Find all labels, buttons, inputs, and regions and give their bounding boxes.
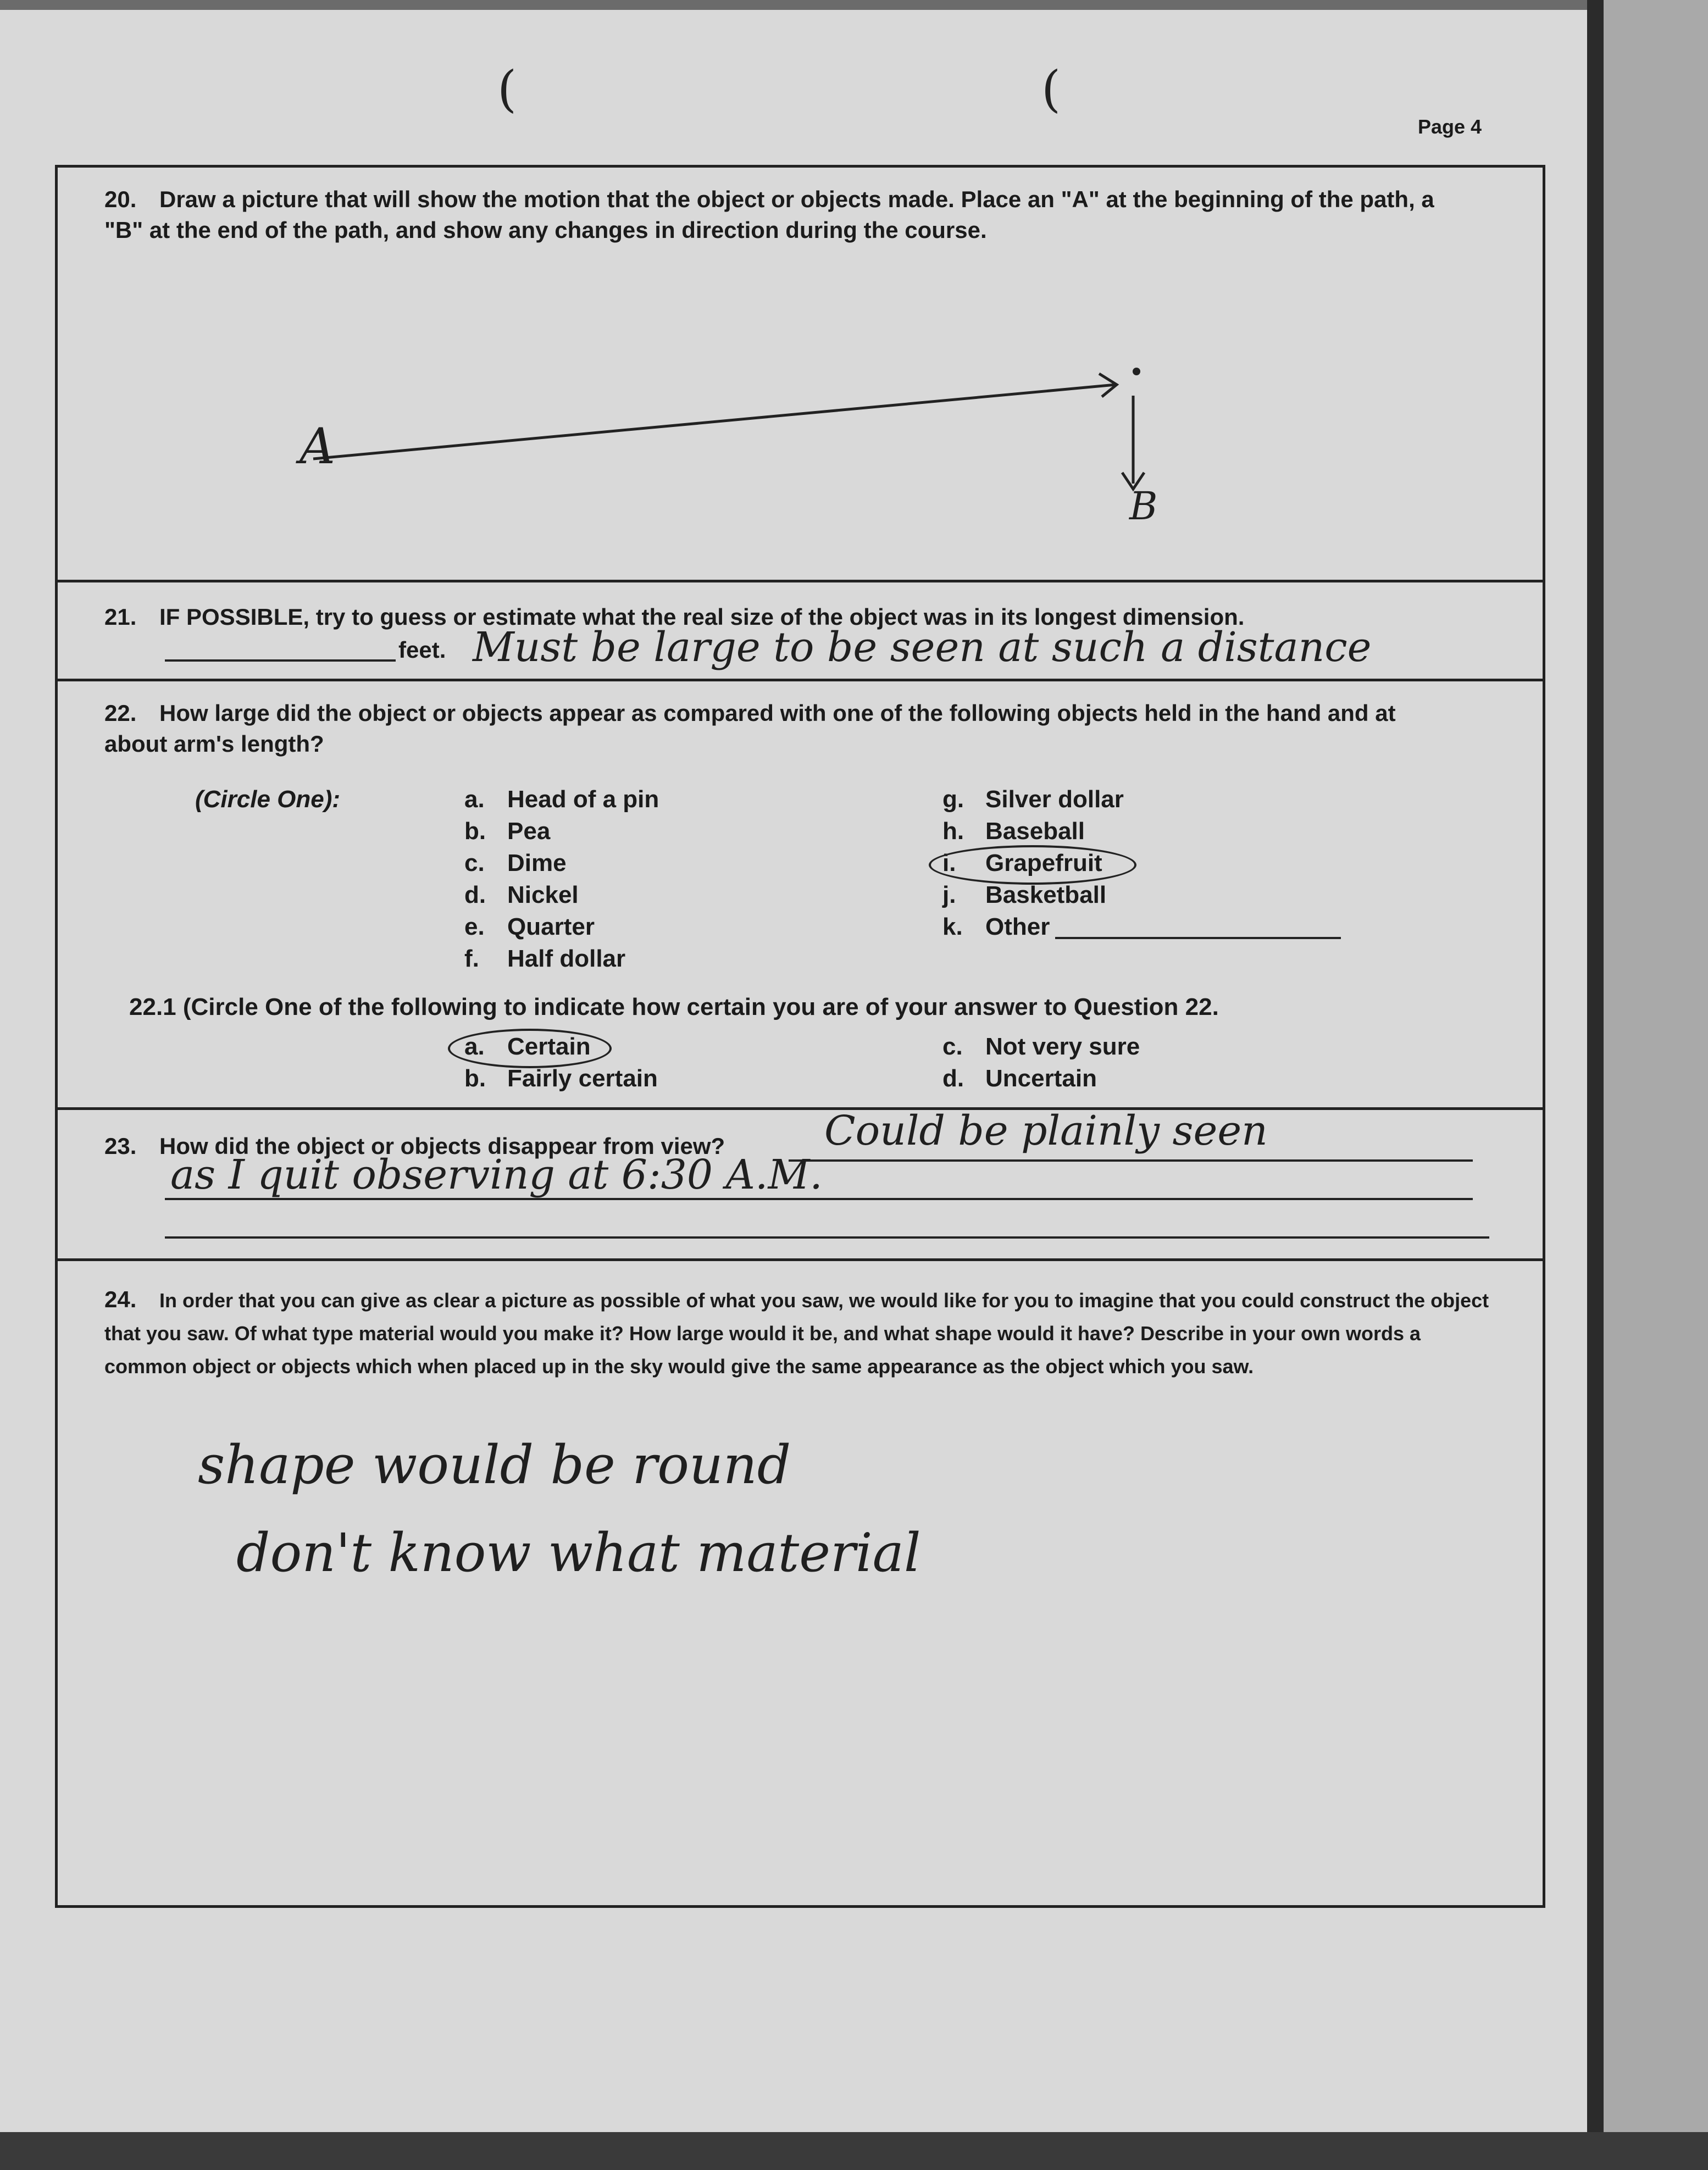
question-number: 21.: [104, 604, 137, 630]
question-number: 22.: [104, 700, 137, 726]
option-g[interactable]: g. Silver dollar: [942, 786, 1124, 813]
question-text: How large did the object or objects appear as compared with one of the following objects held in the hand and at about arm's length?: [104, 700, 1396, 757]
option-h[interactable]: h. Baseball: [942, 818, 1085, 845]
question-text: In order that you can give as clear a picture as possible of what you saw, we would like for you to imagine that you could construct the object that you saw. Of what type material would you make it? How large would it be, and what shape would it have? Describe in your own words a common object or objects which when placed up in the sky would give the same appearance as the object which you saw.: [104, 1289, 1489, 1378]
option-f[interactable]: f. Half dollar: [464, 945, 626, 972]
answer-24-line2: don't know what material: [236, 1522, 921, 1584]
option-b[interactable]: b. Pea: [464, 818, 551, 845]
option-e[interactable]: e. Quarter: [464, 913, 595, 940]
option-d[interactable]: d. Nickel: [464, 881, 579, 908]
question-text: Draw a picture that will show the motion that the object or objects made. Place an "A" at the beginning of the path, a "B" at the end of the path, and show any changes in direction during the course.: [104, 186, 1434, 243]
answer-23-line2: as I quit observing at 6:30 A.M.: [170, 1151, 823, 1198]
page-number: Page 4: [1418, 115, 1482, 138]
option-k[interactable]: k. Other: [942, 913, 1050, 940]
answer-line: [789, 1159, 1473, 1162]
answer-24-line1: shape would be round: [198, 1434, 791, 1496]
question-22: [104, 698, 1456, 759]
certainty-a[interactable]: a. Certain: [464, 1033, 591, 1060]
punch-mark: (: [1041, 60, 1061, 118]
dot: [1133, 368, 1140, 375]
question-number: 24.: [104, 1286, 137, 1312]
option-i[interactable]: i. Grapefruit: [942, 850, 1102, 876]
question-24: [104, 1283, 1500, 1383]
certainty-b[interactable]: b. Fairly certain: [464, 1065, 658, 1092]
question-22-1: [129, 992, 1219, 1023]
unit-label: feet.: [398, 637, 446, 663]
question-number: 22.1: [129, 994, 176, 1020]
other-answer-line: [1055, 937, 1341, 939]
option-a[interactable]: a. Head of a pin: [464, 786, 659, 813]
question-number: 20.: [104, 186, 137, 212]
answer-21: Must be large to be seen at such a distance: [473, 624, 1372, 671]
certainty-c[interactable]: c. Not very sure: [942, 1033, 1140, 1060]
answer-line: [165, 1236, 1489, 1239]
certainty-d[interactable]: d. Uncertain: [942, 1065, 1097, 1092]
path-line: [313, 385, 1116, 459]
option-c[interactable]: c. Dime: [464, 850, 567, 876]
answer-23-line1: Could be plainly seen: [824, 1107, 1268, 1155]
selection-circle: [448, 1029, 612, 1068]
answer-line: [165, 659, 396, 662]
punch-mark: (: [497, 60, 517, 118]
option-j[interactable]: j. Basketball: [942, 881, 1107, 908]
question-number: 23.: [104, 1133, 137, 1159]
selection-circle: [929, 845, 1136, 885]
question-text: try to guess or estimate what the real size of the object was in its longest dimension.: [315, 604, 1245, 630]
question-lead: IF POSSIBLE,: [159, 604, 310, 630]
circle-instruction: (Circle One):: [195, 786, 341, 813]
label-b: B: [1129, 484, 1158, 529]
question-text: (Circle One of the following to indicate how certain you are of your answer to Question 22.: [182, 994, 1219, 1020]
question-text: How did the object or objects disappear from view?: [159, 1133, 725, 1159]
label-a: A: [300, 418, 335, 475]
